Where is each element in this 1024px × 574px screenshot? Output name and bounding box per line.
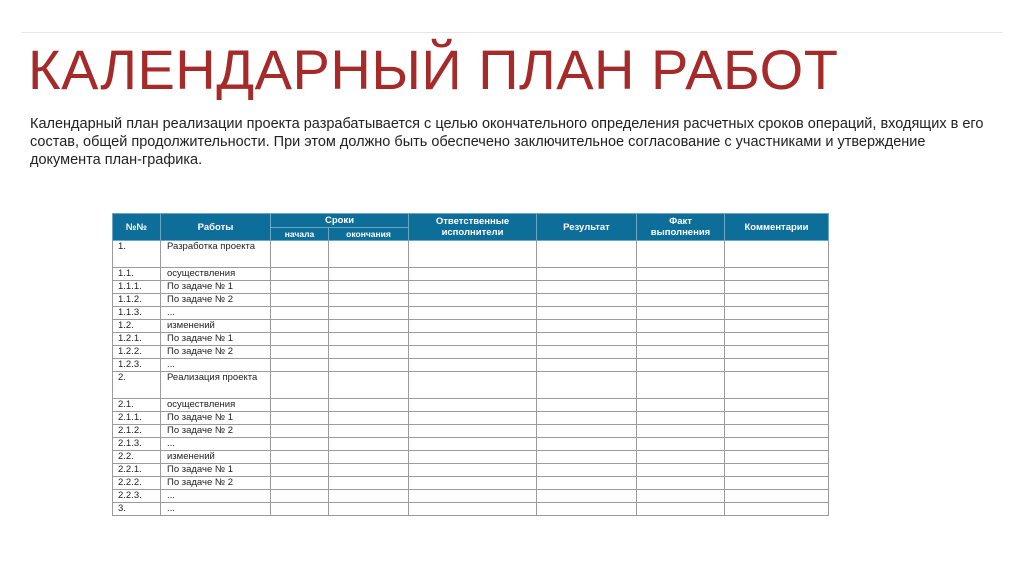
fact-cell — [637, 359, 725, 372]
row-number: 1.1.1. — [113, 281, 161, 294]
result-cell — [537, 490, 637, 503]
comments-cell — [725, 268, 829, 281]
header-num: №№ — [113, 214, 161, 241]
row-number: 2.1. — [113, 399, 161, 412]
responsible-cell — [409, 412, 537, 425]
table-row — [113, 464, 829, 477]
fact-cell — [637, 464, 725, 477]
comments-cell — [725, 464, 829, 477]
responsible-cell — [409, 477, 537, 490]
responsible-cell — [409, 372, 537, 399]
comments-cell — [725, 307, 829, 320]
comments-cell — [725, 438, 829, 451]
end-cell — [329, 399, 409, 412]
header-works: Работы — [161, 214, 271, 241]
row-work: По задаче № 1 — [161, 412, 271, 425]
end-cell — [329, 307, 409, 320]
row-number: 2.1.3. — [113, 438, 161, 451]
start-cell — [271, 281, 329, 294]
fact-cell — [637, 503, 725, 516]
responsible-cell — [409, 359, 537, 372]
comments-cell — [725, 503, 829, 516]
top-divider — [22, 32, 1002, 33]
start-cell — [271, 503, 329, 516]
row-number: 1. — [113, 241, 161, 268]
responsible-cell — [409, 268, 537, 281]
comments-cell — [725, 490, 829, 503]
fact-cell — [637, 490, 725, 503]
table-row — [113, 281, 829, 294]
start-cell — [271, 320, 329, 333]
end-cell — [329, 451, 409, 464]
row-work: ... — [161, 503, 271, 516]
row-work: ... — [161, 359, 271, 372]
row-number: 2. — [113, 372, 161, 399]
row-number: 1.2. — [113, 320, 161, 333]
end-cell — [329, 359, 409, 372]
responsible-cell — [409, 464, 537, 477]
comments-cell — [725, 412, 829, 425]
comments-cell — [725, 399, 829, 412]
row-work: По задаче № 2 — [161, 477, 271, 490]
result-cell — [537, 294, 637, 307]
start-cell — [271, 438, 329, 451]
row-number: 1.1.2. — [113, 294, 161, 307]
responsible-cell — [409, 281, 537, 294]
comments-cell — [725, 477, 829, 490]
result-cell — [537, 346, 637, 359]
fact-cell — [637, 438, 725, 451]
row-work: ... — [161, 438, 271, 451]
row-work: осуществления — [161, 399, 271, 412]
end-cell — [329, 333, 409, 346]
start-cell — [271, 425, 329, 438]
start-cell — [271, 490, 329, 503]
end-cell — [329, 320, 409, 333]
result-cell — [537, 372, 637, 399]
responsible-cell — [409, 241, 537, 268]
end-cell — [329, 464, 409, 477]
comments-cell — [725, 320, 829, 333]
comments-cell — [725, 333, 829, 346]
end-cell — [329, 281, 409, 294]
comments-cell — [725, 241, 829, 268]
comments-cell — [725, 346, 829, 359]
start-cell — [271, 412, 329, 425]
result-cell — [537, 438, 637, 451]
responsible-cell — [409, 438, 537, 451]
row-work: Разработка проекта — [161, 241, 271, 268]
start-cell — [271, 359, 329, 372]
table-row — [113, 477, 829, 490]
header-result: Результат — [537, 214, 637, 241]
header-terms: Сроки — [271, 214, 409, 228]
responsible-cell — [409, 425, 537, 438]
end-cell — [329, 372, 409, 399]
responsible-cell — [409, 490, 537, 503]
start-cell — [271, 464, 329, 477]
result-cell — [537, 307, 637, 320]
end-cell — [329, 477, 409, 490]
fact-cell — [637, 451, 725, 464]
fact-cell — [637, 412, 725, 425]
table-row — [113, 399, 829, 412]
intro-paragraph: Календарный план реализации проекта разрабатывается с целью окончательного определения расчетных сроков операций, входящих в его состав, общей продолжительности. При этом должно быть обеспечено заключительное согласование с участниками и утверждение документа план-графика. — [30, 116, 984, 168]
fact-cell — [637, 294, 725, 307]
responsible-cell — [409, 307, 537, 320]
row-number: 1.1.3. — [113, 307, 161, 320]
result-cell — [537, 477, 637, 490]
start-cell — [271, 268, 329, 281]
result-cell — [537, 281, 637, 294]
result-cell — [537, 359, 637, 372]
row-number: 1.2.1. — [113, 333, 161, 346]
fact-cell — [637, 333, 725, 346]
start-cell — [271, 372, 329, 399]
comments-cell — [725, 425, 829, 438]
comments-cell — [725, 281, 829, 294]
table-row — [113, 490, 829, 503]
row-work: ... — [161, 307, 271, 320]
row-work: ... — [161, 490, 271, 503]
responsible-cell — [409, 503, 537, 516]
table-row — [113, 241, 829, 268]
row-work: Реализация проекта — [161, 372, 271, 399]
row-number: 2.1.1. — [113, 412, 161, 425]
responsible-cell — [409, 294, 537, 307]
end-cell — [329, 425, 409, 438]
responsible-cell — [409, 451, 537, 464]
row-work: По задаче № 1 — [161, 464, 271, 477]
end-cell — [329, 241, 409, 268]
comments-cell — [725, 294, 829, 307]
row-number: 2.1.2. — [113, 425, 161, 438]
schedule-table-body — [113, 241, 829, 516]
start-cell — [271, 294, 329, 307]
header-end: окончания — [329, 228, 409, 241]
start-cell — [271, 307, 329, 320]
row-work: По задаче № 2 — [161, 346, 271, 359]
end-cell — [329, 438, 409, 451]
row-number: 2.2.1. — [113, 464, 161, 477]
fact-cell — [637, 399, 725, 412]
end-cell — [329, 503, 409, 516]
row-number: 2.2.2. — [113, 477, 161, 490]
header-fact: Факт выполнения — [637, 214, 725, 241]
table-row — [113, 438, 829, 451]
result-cell — [537, 399, 637, 412]
result-cell — [537, 503, 637, 516]
result-cell — [537, 412, 637, 425]
fact-cell — [637, 268, 725, 281]
end-cell — [329, 346, 409, 359]
header-start: начала — [271, 228, 329, 241]
result-cell — [537, 333, 637, 346]
row-work: По задаче № 1 — [161, 333, 271, 346]
row-number: 3. — [113, 503, 161, 516]
comments-cell — [725, 359, 829, 372]
fact-cell — [637, 241, 725, 268]
table-row — [113, 268, 829, 281]
row-work: изменений — [161, 320, 271, 333]
start-cell — [271, 333, 329, 346]
result-cell — [537, 464, 637, 477]
row-work: По задаче № 2 — [161, 425, 271, 438]
table-row — [113, 412, 829, 425]
end-cell — [329, 412, 409, 425]
end-cell — [329, 268, 409, 281]
fact-cell — [637, 307, 725, 320]
comments-cell — [725, 451, 829, 464]
row-work: По задаче № 2 — [161, 294, 271, 307]
table-row — [113, 451, 829, 464]
fact-cell — [637, 346, 725, 359]
table-row — [113, 333, 829, 346]
row-number: 1.2.3. — [113, 359, 161, 372]
row-number: 1.1. — [113, 268, 161, 281]
row-work: осуществления — [161, 268, 271, 281]
row-number: 2.2.3. — [113, 490, 161, 503]
result-cell — [537, 241, 637, 268]
start-cell — [271, 399, 329, 412]
fact-cell — [637, 425, 725, 438]
page-title: КАЛЕНДАРНЫЙ ПЛАН РАБОТ — [28, 38, 839, 101]
end-cell — [329, 294, 409, 307]
responsible-cell — [409, 320, 537, 333]
table-row — [113, 359, 829, 372]
header-comments: Комментарии — [725, 214, 829, 241]
start-cell — [271, 477, 329, 490]
table-row — [113, 425, 829, 438]
schedule-table — [112, 213, 829, 516]
result-cell — [537, 425, 637, 438]
result-cell — [537, 268, 637, 281]
row-work: По задаче № 1 — [161, 281, 271, 294]
result-cell — [537, 320, 637, 333]
table-row — [113, 503, 829, 516]
responsible-cell — [409, 333, 537, 346]
table-row — [113, 320, 829, 333]
table-row — [113, 372, 829, 399]
end-cell — [329, 490, 409, 503]
fact-cell — [637, 372, 725, 399]
start-cell — [271, 451, 329, 464]
row-number: 2.2. — [113, 451, 161, 464]
start-cell — [271, 241, 329, 268]
table-row — [113, 307, 829, 320]
table-row — [113, 346, 829, 359]
header-responsible: Ответственные исполнители — [409, 214, 537, 241]
comments-cell — [725, 372, 829, 399]
responsible-cell — [409, 346, 537, 359]
fact-cell — [637, 320, 725, 333]
row-number: 1.2.2. — [113, 346, 161, 359]
fact-cell — [637, 477, 725, 490]
result-cell — [537, 451, 637, 464]
table-row — [113, 294, 829, 307]
start-cell — [271, 346, 329, 359]
row-work: изменений — [161, 451, 271, 464]
fact-cell — [637, 281, 725, 294]
responsible-cell — [409, 399, 537, 412]
